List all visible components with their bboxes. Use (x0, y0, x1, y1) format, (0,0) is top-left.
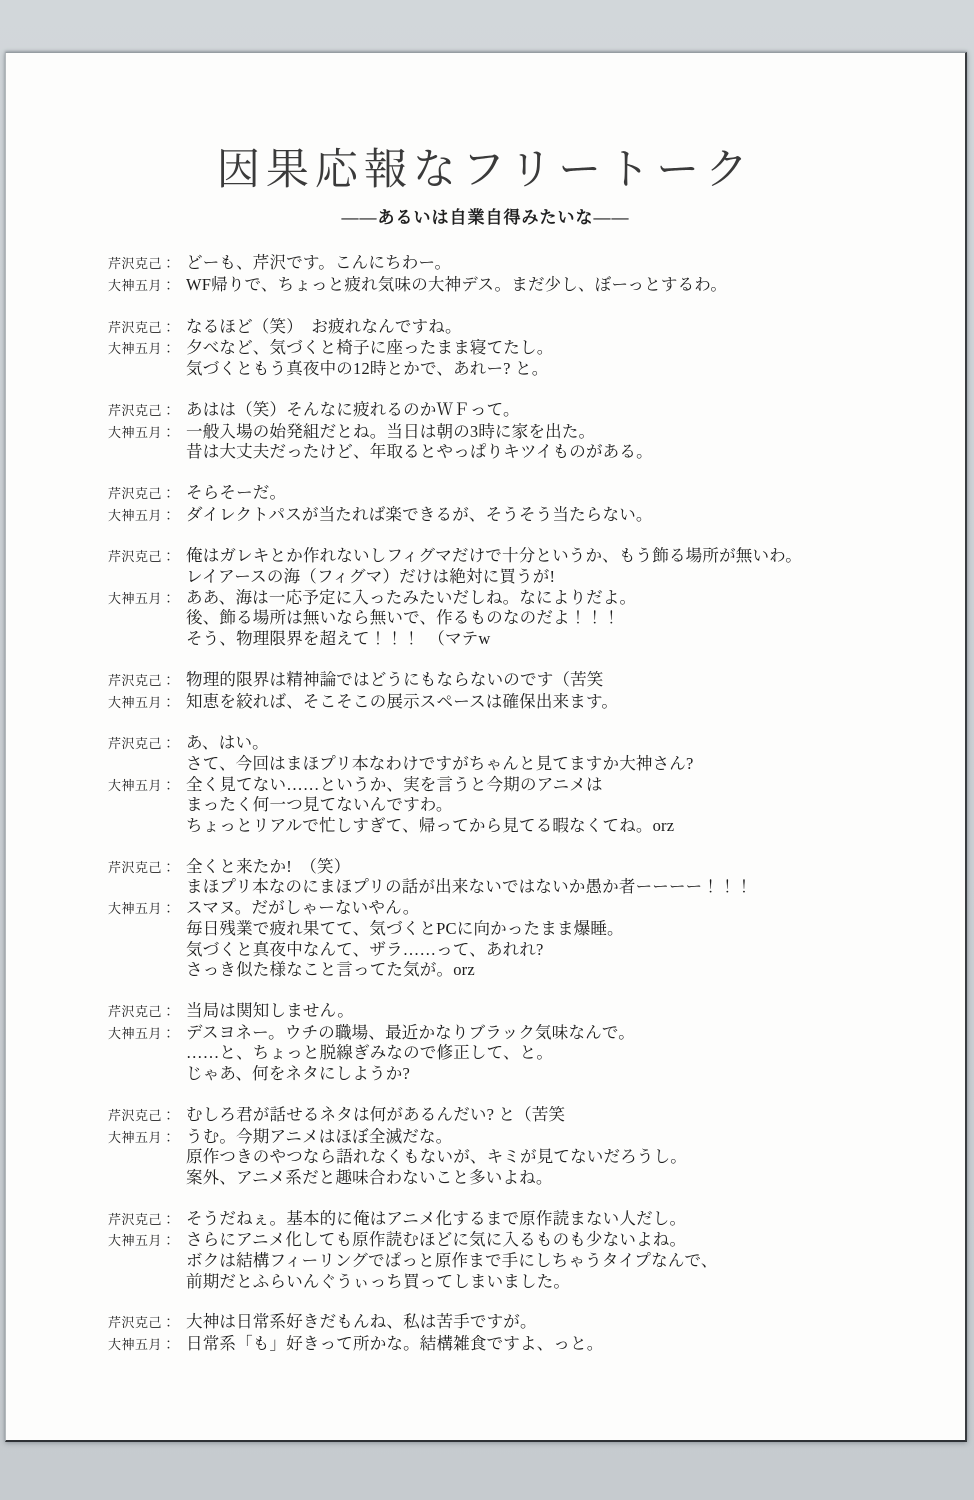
dialogue-line: そうだねぇ。基本的に俺はアニメ化するまで原作読まない人だし。 (186, 1208, 687, 1228)
dialogue-line: ダイレクトパスが当たれば楽できるが、そうそう当たらない。 (186, 504, 653, 524)
dialogue-turn (108, 1127, 939, 1189)
dialogue-turn (108, 670, 939, 692)
dialogue-line: じゃあ、何をネタにしようか? (186, 1064, 410, 1084)
dialogue-line: まったく何一つ見てないんですわ。 (186, 795, 453, 815)
dialogue-line: さっき似た様なこと言ってた気が。orz (186, 960, 475, 980)
dialogue-block (108, 733, 939, 837)
dialogue-lines (186, 898, 939, 981)
speaker-name: 芹沢克己： (108, 736, 176, 752)
speaker-name: 大神五月： (108, 341, 176, 357)
speaker-name: 大神五月： (108, 777, 176, 793)
dialogue-lines (186, 1023, 939, 1085)
dialogue-turn (108, 1001, 939, 1023)
dialogue-turn (108, 505, 939, 527)
dialogue-line: あはは（笑）そんなに疲れるのかＷＦって。 (186, 399, 520, 419)
dialogue-line: ああ、海は一応予定に入ったみたいだしね。なによりだよ。 (186, 587, 637, 607)
scanned-page (5, 52, 967, 1442)
dialogue-line: 毎日残業で疲れ果てて、気づくとPCに向かったまま爆睡。 (186, 918, 624, 938)
dialogue-block (108, 400, 939, 463)
dialogue-turn (108, 546, 939, 587)
dialogue-line: 昔は大丈夫だったけど、年取るとやっぱりキツイものがある。 (186, 442, 653, 462)
dialogue-lines (186, 317, 939, 338)
dialogue-line: むしろ君が話せるネタは何があるんだい? と（苦笑 (186, 1104, 566, 1124)
dialogue-line: なるほど（笑） お疲れなんですね。 (186, 316, 462, 336)
dialogue-line: さて、今回はまほプリ本なわけですがちゃんと見てますか大神さん? (186, 753, 694, 773)
dialogue-lines (186, 546, 939, 587)
dialogue-block (108, 317, 939, 380)
dialogue-block (108, 1001, 939, 1085)
speaker-name: 大神五月： (108, 1129, 176, 1145)
dialogue-turn (108, 1105, 939, 1127)
dialogue-line: まほプリ本なのにまほプリの話が出来ないではないか愚か者ーーーー！！！ (186, 877, 753, 897)
dialogue-turn (108, 400, 939, 422)
dialogue-turn (108, 692, 939, 714)
title-block (6, 147, 965, 228)
dialogue-line: さらにアニメ化しても原作読むほどに気に入るものも少ないよね。 (186, 1230, 687, 1250)
speaker-name: 芹沢克己： (108, 1107, 176, 1123)
dialogue-lines (186, 505, 939, 526)
dialogue-line: どーも、芹沢です。こんにちわー。 (186, 253, 452, 273)
dialogue-line: 原作つきのやつなら語れなくもないが、キミが見てないだろうし。 (186, 1147, 687, 1167)
page-subtitle: ――あるいは自業自得みたいな―― (341, 208, 630, 228)
speaker-name: 大神五月： (108, 590, 176, 606)
dialogue-line: 気づくともう真夜中の12時とかで、あれー? と。 (186, 359, 549, 379)
dialogue-line: ボクは結構フィーリングでぱっと原作まで手にしちゃうタイプなんで、 (186, 1251, 718, 1271)
speaker-name: 大神五月： (108, 278, 176, 293)
speaker-name: 大神五月： (108, 694, 176, 710)
dialogue-line: 全くと来たか! （笑） (186, 856, 351, 876)
dialogue-line: デスヨネー。ウチの職場、最近かなりブラック気味なんで。 (186, 1022, 635, 1042)
dialogue-turn (108, 1230, 939, 1292)
dialogue-lines (186, 1001, 939, 1022)
dialogue-block (108, 1105, 939, 1189)
speaker-name: 芹沢克己： (108, 549, 176, 565)
dialogue-lines (186, 400, 939, 421)
dialogue-line: 気づくと真夜中なんて、ザラ……って、あれれ? (186, 939, 544, 959)
dialogue-block (108, 1209, 939, 1293)
dialogue-lines (186, 483, 939, 504)
speaker-name: 芹沢克己： (108, 1315, 176, 1331)
dialogue-block (108, 857, 939, 981)
dialogue-turn (108, 253, 939, 275)
dialogue-turn (108, 898, 939, 981)
dialogue-lines (186, 588, 939, 650)
dialogue-lines (186, 1105, 939, 1126)
dialogue-line: 前期だとふらいんぐうぃっち買ってしまいました。 (186, 1271, 571, 1291)
dialogue-lines (186, 670, 939, 691)
dialogue-lines (186, 338, 939, 379)
dialogue-lines (186, 1312, 939, 1333)
speaker-name: 芹沢克己： (108, 402, 176, 418)
dialogue-block (108, 1312, 939, 1355)
dialogue-line: 大神は日常系好きだもんね、私は苦手ですが。 (186, 1312, 537, 1332)
dialogue-turn (108, 857, 939, 898)
dialogue-turn (108, 317, 939, 339)
dialogue-line: あ、はい。 (186, 733, 269, 753)
dialogue-line: 俺はガレキとか作れないしフィグマだけで十分というか、もう飾る場所が無いわ。 (186, 546, 802, 566)
dialogue-lines (186, 1334, 939, 1355)
dialogue-line: 夕べなど、気づくと椅子に座ったまま寝てたし。 (186, 338, 554, 358)
dialogue (6, 253, 965, 1356)
dialogue-lines (186, 775, 939, 837)
dialogue-block (108, 546, 939, 650)
dialogue-turn (108, 483, 939, 505)
dialogue-line: WF帰りで、ちょっと疲れ気味の大神デス。まだ少し、ぼーっとするわ。 (186, 275, 728, 294)
dialogue-line: 当局は関知しません。 (186, 1000, 354, 1020)
dialogue-block (108, 253, 939, 296)
dialogue-lines (186, 1230, 939, 1292)
dialogue-turn (108, 733, 939, 774)
speaker-name: 大神五月： (108, 1233, 176, 1249)
dialogue-line: 物理的限界は精神論ではどうにもならないのです（苦笑 (186, 669, 604, 689)
speaker-name: 芹沢克己： (108, 485, 176, 501)
dialogue-lines (186, 275, 939, 296)
dialogue-line: レイアースの海（フィグマ）だけは絶対に買うが! (186, 567, 556, 587)
dialogue-line: スマヌ。だがしゃーないやん。 (186, 898, 420, 918)
dialogue-line: うむ。今期アニメはほぼ全滅だな。 (186, 1126, 453, 1146)
speaker-name: 芹沢克己： (108, 319, 176, 335)
dialogue-turn (108, 1312, 939, 1334)
dialogue-turn (108, 1023, 939, 1085)
dialogue-lines (186, 1209, 939, 1230)
dialogue-lines (186, 1127, 939, 1189)
speaker-name: 大神五月： (108, 901, 176, 917)
dialogue-turn (108, 338, 939, 379)
dialogue-line: そう、物理限界を超えて！！！ （マテw (186, 629, 491, 649)
speaker-name: 大神五月： (108, 1337, 176, 1353)
dialogue-turn (108, 1209, 939, 1231)
dialogue-line: 一般入場の始発組だとね。当日は朝の3時に家を出た。 (186, 421, 596, 441)
dialogue-line: 案外、アニメ系だと趣味合わないこと多いよね。 (186, 1167, 553, 1187)
dialogue-lines (186, 857, 939, 898)
dialogue-block (108, 670, 939, 713)
dialogue-lines (186, 422, 939, 463)
dialogue-line: 全く見てない……というか、実を言うと今期のアニメは (186, 774, 603, 794)
speaker-name: 芹沢克己： (108, 256, 176, 272)
dialogue-line: 後、飾る場所は無いなら無いで、作るものなのだよ！！！ (186, 608, 620, 628)
speaker-name: 大神五月： (108, 424, 176, 440)
dialogue-line: そらそーだ。 (186, 482, 287, 502)
dialogue-line: 日常系「も」好きって所かな。結構雑食ですよ、っと。 (186, 1334, 604, 1354)
dialogue-line: ちょっとリアルで忙しすぎて、帰ってから見てる暇なくてね。orz (186, 816, 675, 836)
dialogue-turn (108, 1334, 939, 1356)
speaker-name: 大神五月： (108, 1025, 176, 1041)
speaker-name: 大神五月： (108, 507, 176, 523)
dialogue-line: ……と、ちょっと脱線ぎみなので修正して、と。 (186, 1043, 554, 1063)
speaker-name: 芹沢克己： (108, 1003, 176, 1019)
speaker-name: 芹沢克己： (108, 672, 176, 688)
dialogue-lines (186, 253, 939, 274)
dialogue-line: 知恵を絞れば、そこそこの展示スペースは確保出来ます。 (186, 691, 619, 711)
dialogue-turn (108, 422, 939, 463)
dialogue-block (108, 483, 939, 526)
dialogue-turn (108, 588, 939, 650)
dialogue-lines (186, 733, 939, 774)
dialogue-lines (186, 692, 939, 713)
page-title: 因果応報なフリートーク (216, 147, 755, 194)
speaker-name: 芹沢克己： (108, 859, 176, 875)
dialogue-turn (108, 275, 939, 297)
dialogue-turn (108, 775, 939, 837)
speaker-name: 芹沢克己： (108, 1211, 176, 1227)
